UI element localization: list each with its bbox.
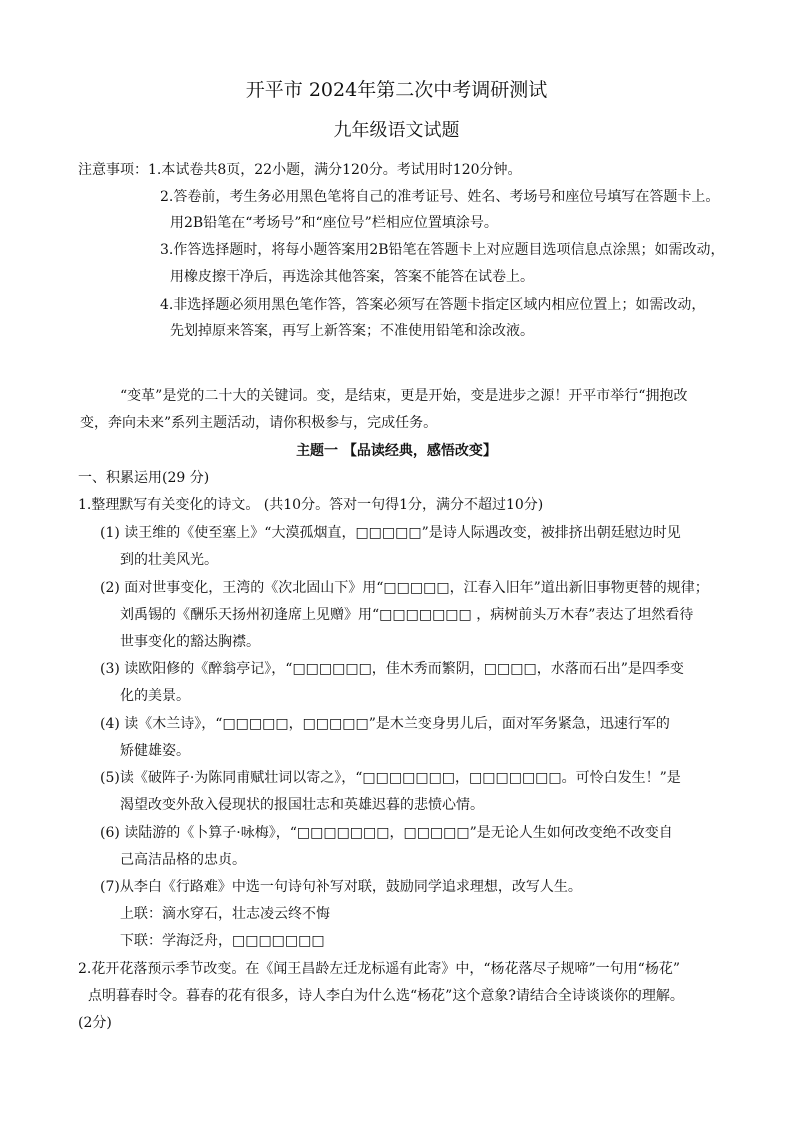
question-item: 到的壮美风光。 [120,552,218,568]
question-item: (1) 读王维的《使至塞上》“大漠孤烟直，□□□□□”是诗人际遇改变，被排挤出朝廷慰边时见 [100,525,681,541]
question-item: (3) 读欧阳修的《醉翁亭记》，“□□□□□□，佳木秀而繁阴，□□□□，水落而石出”是四季变 [100,661,684,677]
question-stem: 1.整理默写有关变化的诗文。 (共10分。答对一句得1分，满分不超过10分) [78,497,544,513]
question-item: (7)从李白《行路难》中选一句诗句补写对联，鼓励同学追求理想，改写人生。 [100,879,582,895]
question-item: (2) 面对世事变化，王湾的《次北固山下》用“□□□□□，江春入旧年”道出新旧事物更替的规律； [100,580,709,596]
question-2-line: (2分) [78,1015,112,1031]
question-item: (4) 读《木兰诗》，“□□□□□，□□□□□”是木兰变身男儿后，面对军务紧急，迅速行军的 [100,716,670,732]
question-item: 渴望改变外敌入侵现状的报国壮志和英雄迟暮的悲愤心情。 [120,797,484,813]
notes-line: 用2B铅笔在“考场号”和“座位号”栏相应位置填涂号。 [170,215,498,231]
question-item: 刘禹锡的《酬乐天扬州初逢席上见赠》用“□□□□□□□ ，病树前头万木春”表达了坦然看待 [120,607,694,623]
notes-line: 2.答卷前，考生务必用黑色笔将自己的准考证号、姓名、考场号和座位号填写在答题卡上。 [160,189,720,205]
question-item: 矫健雄姿。 [120,743,190,759]
question-item: 上联：滴水穿石，壮志凌云终不悔 [120,906,330,922]
intro-line: 变，奔向未来”系列主题活动，请你积极参与，完成任务。 [80,415,438,431]
section-heading: 一、积累运用(29 分) [78,470,210,486]
question-item: (6) 读陆游的《卜算子·咏梅》，“□□□□□□□，□□□□□”是无论人生如何改变绝不改变自 [100,825,673,841]
question-2-line: 2.花开花落预示季节改变。在《闻王昌龄左迁龙标遥有此寄》中，“杨花落尽子规啼”一句用“杨花” [78,961,680,977]
theme-heading: 主题一 【品读经典，感悟改变】 [296,443,497,459]
notes-line: 用橡皮擦干净后，再选涂其他答案，答案不能答在试卷上。 [170,269,534,285]
notes-line: 4.非选择题必须用黑色笔作答，答案必须写在答题卡指定区域内相应位置上；如需改动， [160,297,706,313]
question-item: 己高洁品格的忠贞。 [120,852,246,868]
page-subtitle: 九年级语文试题 [333,120,460,141]
question-item: 化的美景。 [120,688,190,704]
notes-line: 先划掉原来答案，再写上新答案；不准使用铅笔和涂改液。 [170,323,534,339]
question-item: 下联：学海泛舟，□□□□□□□ [120,933,325,949]
page-title: 开平市 2024年第二次中考调研测试 [245,79,548,101]
notes-line: 注意事项：1.本试卷共8页，22小题，满分120分。考试用时120分钟。 [78,162,522,178]
question-item: 世事变化的豁达胸襟。 [120,634,260,650]
notes-line: 3.作答选择题时，将每小题答案用2B铅笔在答题卡上对应题目选项信息点涂黑；如需改动， [160,242,725,258]
intro-line: “变革”是党的二十大的关键词。变，是结束，更是开始，变是进步之源！开平市举行“拥抱改 [120,388,688,404]
question-item: (5)读《破阵子·为陈同甫赋壮词以寄之》，“□□□□□□□，□□□□□□□。可怜白发生！”是 [100,770,681,786]
question-2-line: 点明暮春时令。暮春的花有很多，诗人李白为什么选“杨花”这个意象?请结合全诗谈谈你的理解。 [88,988,684,1004]
